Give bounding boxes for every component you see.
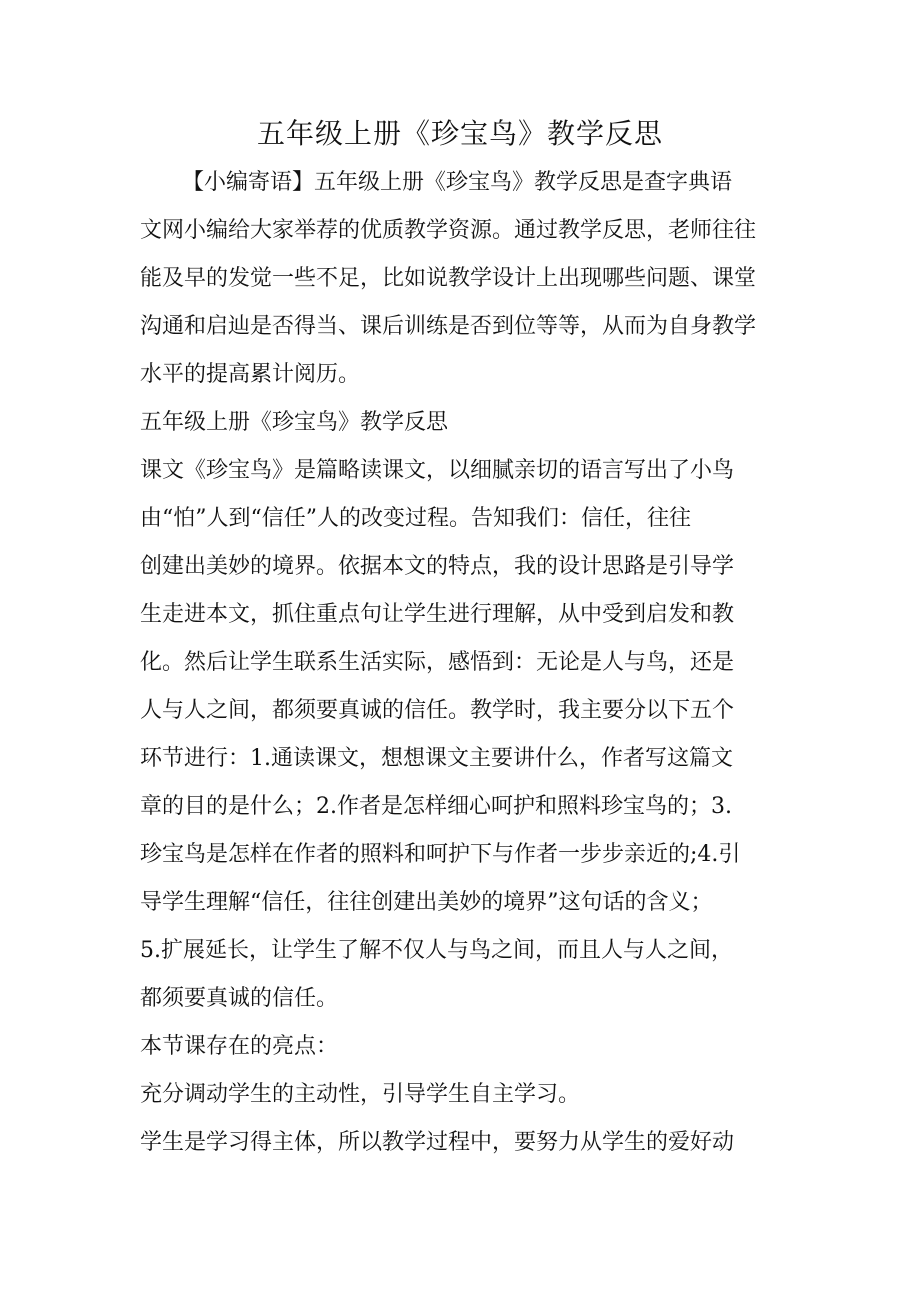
highlight-line-1: 充分调动学生的主动性，引导学生自主学习。 (140, 1082, 581, 1107)
body-line-9: 珍宝鸟是怎样在作者的照料和呵护下与作者一步步亲近的;4.引 (140, 842, 741, 867)
intro-line-4: 沟通和启辿是否得当、课后训练是否到位等等，从而为自身教学 (140, 314, 757, 339)
body-line-5: 化。然后让学生联系生活实际，感悟到：无论是人与鸟，还是 (140, 650, 735, 675)
body-line-4: 生走进本文，抓住重点句让学生进行理解，从中受到启发和教 (140, 602, 735, 627)
body-line-10: 导学生理解“信任，往往创建出美妙的境界”这句话的含义； (140, 890, 713, 915)
body-line-8: 章的目的是什么；2.作者是怎样细心呵护和照料珍宝鸟的；3. (140, 794, 732, 819)
intro-line-3: 能及早的发觉一些不足，比如说教学设计上出现哪些问题、课堂 (140, 266, 757, 291)
highlight-line-2: 学生是学习得主体，所以教学过程中，要努力从学生的爱好动 (140, 1130, 735, 1155)
document-title: 五年级上册《珍宝鸟》教学反思 (256, 117, 663, 150)
intro-line-2: 文网小编给大家举荐的优质教学资源。通过教学反思，老师往往 (140, 218, 757, 243)
body-line-3: 创建出美妙的境界。依据本文的特点，我的设计思路是引导学 (140, 554, 735, 579)
body-line-1: 课文《珍宝鸟》是篇略读课文，以细腻亲切的语言写出了小鸟 (140, 458, 735, 483)
body-line-2: 由“怕”人到“信任”人的改变过程。告知我们：信任，往往 (140, 506, 691, 531)
body-line-7: 环节进行：1.通读课文，想想课文主要讲什么，作者写这篇文 (140, 746, 733, 771)
intro-line-1: 【小编寄语】五年级上册《珍宝鸟》教学反思是查字典语 (182, 170, 733, 195)
section-heading: 五年级上册《珍宝鸟》教学反思 (140, 410, 449, 435)
highlights-heading: 本节课存在的亮点： (140, 1034, 339, 1059)
intro-line-5: 水平的提高累计阅历。 (140, 362, 361, 387)
body-line-6: 人与人之间，都须要真诚的信任。教学时，我主要分以下五个 (140, 698, 735, 723)
body-line-11: 5.扩展延长，让学生了解不仅人与鸟之间，而且人与人之间， (140, 938, 733, 963)
body-line-12: 都须要真诚的信任。 (140, 986, 339, 1011)
